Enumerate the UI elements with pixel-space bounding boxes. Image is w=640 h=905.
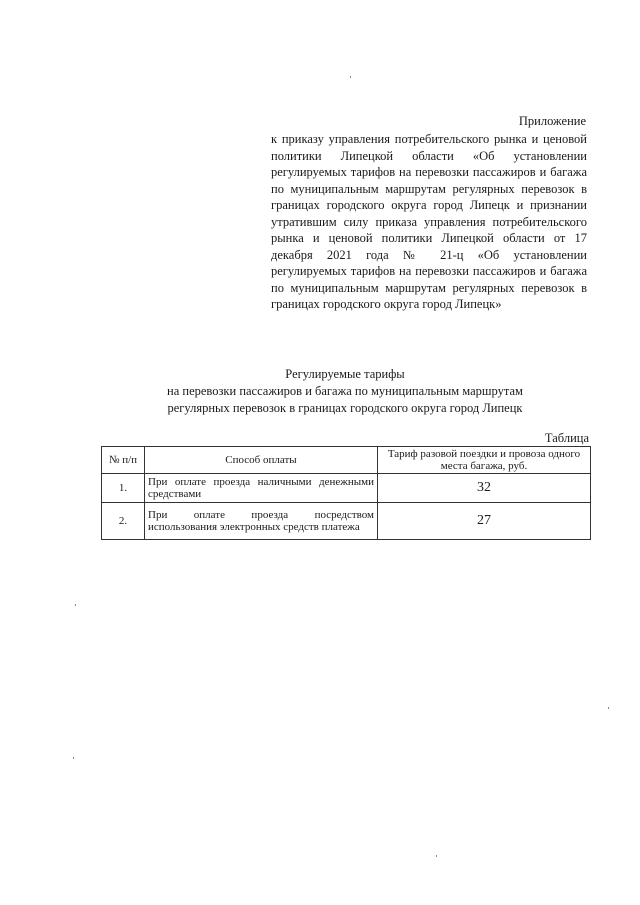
appendix-reference-text: к приказу управления потребительского рынка и ценовой политики Липецкой области «Об установлении регулируемых тарифов на перевозки пассажиров и багажа по муниципальным маршрутам регулярных перевозок в границах городского округа город Липецк и признании утратившим силу приказа управления потребительского рынка и ценовой политики Липецкой области от 17 декабря 2021 года № 21-ц «Об установлении регулируемых тарифов на перевозки пассажиров и багажа по муниципальным маршрутам регулярных перевозок в границах городского округа город Липецк» <box>271 132 587 311</box>
row-tariff-value: 27 <box>378 503 591 540</box>
scan-speck <box>436 855 437 857</box>
row-payment-method: При оплате проезда посредством использования электронных средств платежа <box>145 503 378 540</box>
document-subtitle-line-2: регулярных перевозок в границах городского округа город Липецк <box>167 401 523 415</box>
tariff-table <box>101 446 591 540</box>
row-tariff-value: 32 <box>378 474 591 503</box>
scan-speck <box>73 757 74 759</box>
table-header-row <box>102 447 591 474</box>
table-row <box>102 474 591 503</box>
header-tariff: Тариф разовой поездки и провоза одного места багажа, руб. <box>378 447 591 474</box>
row-number: 1. <box>102 474 145 503</box>
scan-speck <box>75 604 76 606</box>
table-row <box>102 503 591 540</box>
document-title: Регулируемые тарифы <box>285 367 405 381</box>
row-number: 2. <box>102 503 145 540</box>
header-payment-method: Способ оплаты <box>145 447 378 474</box>
document-subtitle-line-1: на перевозки пассажиров и багажа по муниципальным маршрутам <box>167 384 523 398</box>
scan-speck <box>350 76 351 78</box>
appendix-label: Приложение <box>518 114 586 128</box>
header-number: № п/п <box>102 447 145 474</box>
row-payment-method: При оплате проезда наличными денежными средствами <box>145 474 378 503</box>
table-label: Таблица <box>544 431 589 445</box>
scan-speck <box>608 707 609 709</box>
